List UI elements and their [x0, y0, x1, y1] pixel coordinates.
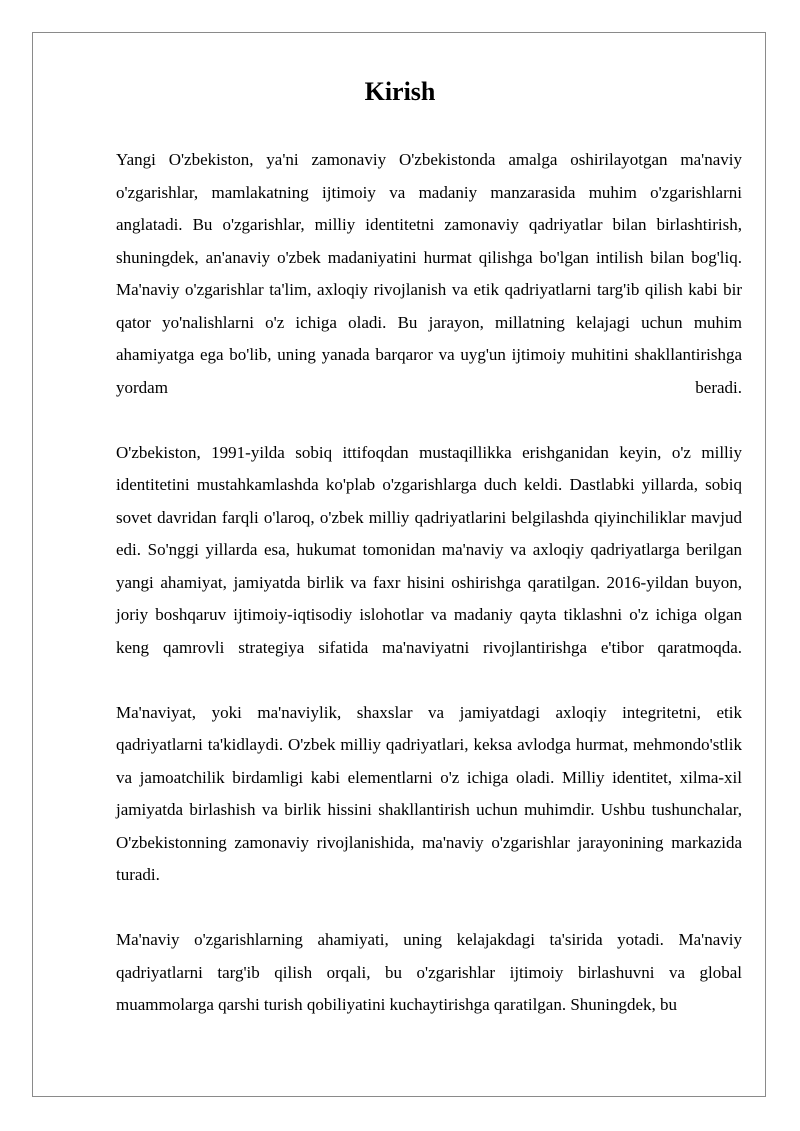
paragraph-3: Ma'naviyat, yoki ma'naviylik, shaxslar va jamiyatdagi axloqiy integritetni, etik qadriyatlarni ta'kidlaydi. O'zbek milliy qadriyatlari, keksa avlodga hurmat, mehmondo'stlik va jamoatchilik birdamligi kabi elementlarni o'z ichiga oladi. Milliy identitet, xilma-xil jamiyatda birlashish va birlik hissini shakllantirish uchun muhimdir. Ushbu tushunchalar, O'zbekistonning zamonaviy rivojlanishida, ma'naviy o'zgarishlar jarayonining markazida turadi. — [116, 702, 742, 884]
paragraph-2: O'zbekiston, 1991-yilda sobiq ittifoqdan mustaqillikka erishganidan keyin, o'z milliy identitetini mustahkamlashda ko'plab o'zgarishlarga duch keldi. Dastlabki yillarda, sobiq sovet davridan farqli o'laroq, o'zbek milliy qadriyatlarini belgilashda qiyinchiliklar mavjud edi. So'nggi yillarda esa, hukumat tomonidan ma'naviy va axloqiy qadriyatlarga berilgan yangi ahamiyat, jamiyatda birlik va faxr hisini oshirishga qaratilgan. 2016-yildan buyon, joriy boshqaruv ijtimoiy-iqtisodiy islohotlar va madaniy qayta tiklashni o'z ichiga olgan keng qamrovli strategiya sifatida ma'naviyatni rivojlantirishga e'tibor qaratmoqda. — [116, 442, 742, 657]
document-body — [116, 144, 742, 1022]
paragraph-1: Yangi O'zbekiston, ya'ni zamonaviy O'zbekistonda amalga oshirilayotgan ma'naviy o'zgarishlar, mamlakatning ijtimoiy va madaniy manzarasida muhim o'zgarishlarni anglatadi. Bu o'zgarishlar, milliy identitetni zamonaviy qadriyatlar bilan birlashtirish, shuningdek, an'anaviy o'zbek madaniyatini hurmat qilishga bo'lgan intilish bilan bog'liq. Ma'naviy o'zgarishlar ta'lim, axloqiy rivojlanish va etik qadriyatlarni targ'ib qilish kabi bir qator yo'nalishlarni o'z ichiga oladi. Bu jarayon, millatning kelajagi uchun muhim ahamiyatga ega bo'lib, uning yanada barqaror va uyg'un ijtimoiy muhitini shakllantirishga yordam beradi. — [116, 150, 742, 397]
document-title: Kirish — [364, 77, 436, 106]
paragraph-4: Ma'naviy o'zgarishlarning ahamiyati, uning kelajakdagi ta'sirida yotadi. Ma'naviy qadriyatlarni targ'ib qilish orqali, bu o'zgarishlar ijtimoiy birlashuvni va global muammolarga qarshi turish qobiliyatini kuchaytirishga qaratilgan. Shuningdek, bu — [116, 930, 742, 1014]
